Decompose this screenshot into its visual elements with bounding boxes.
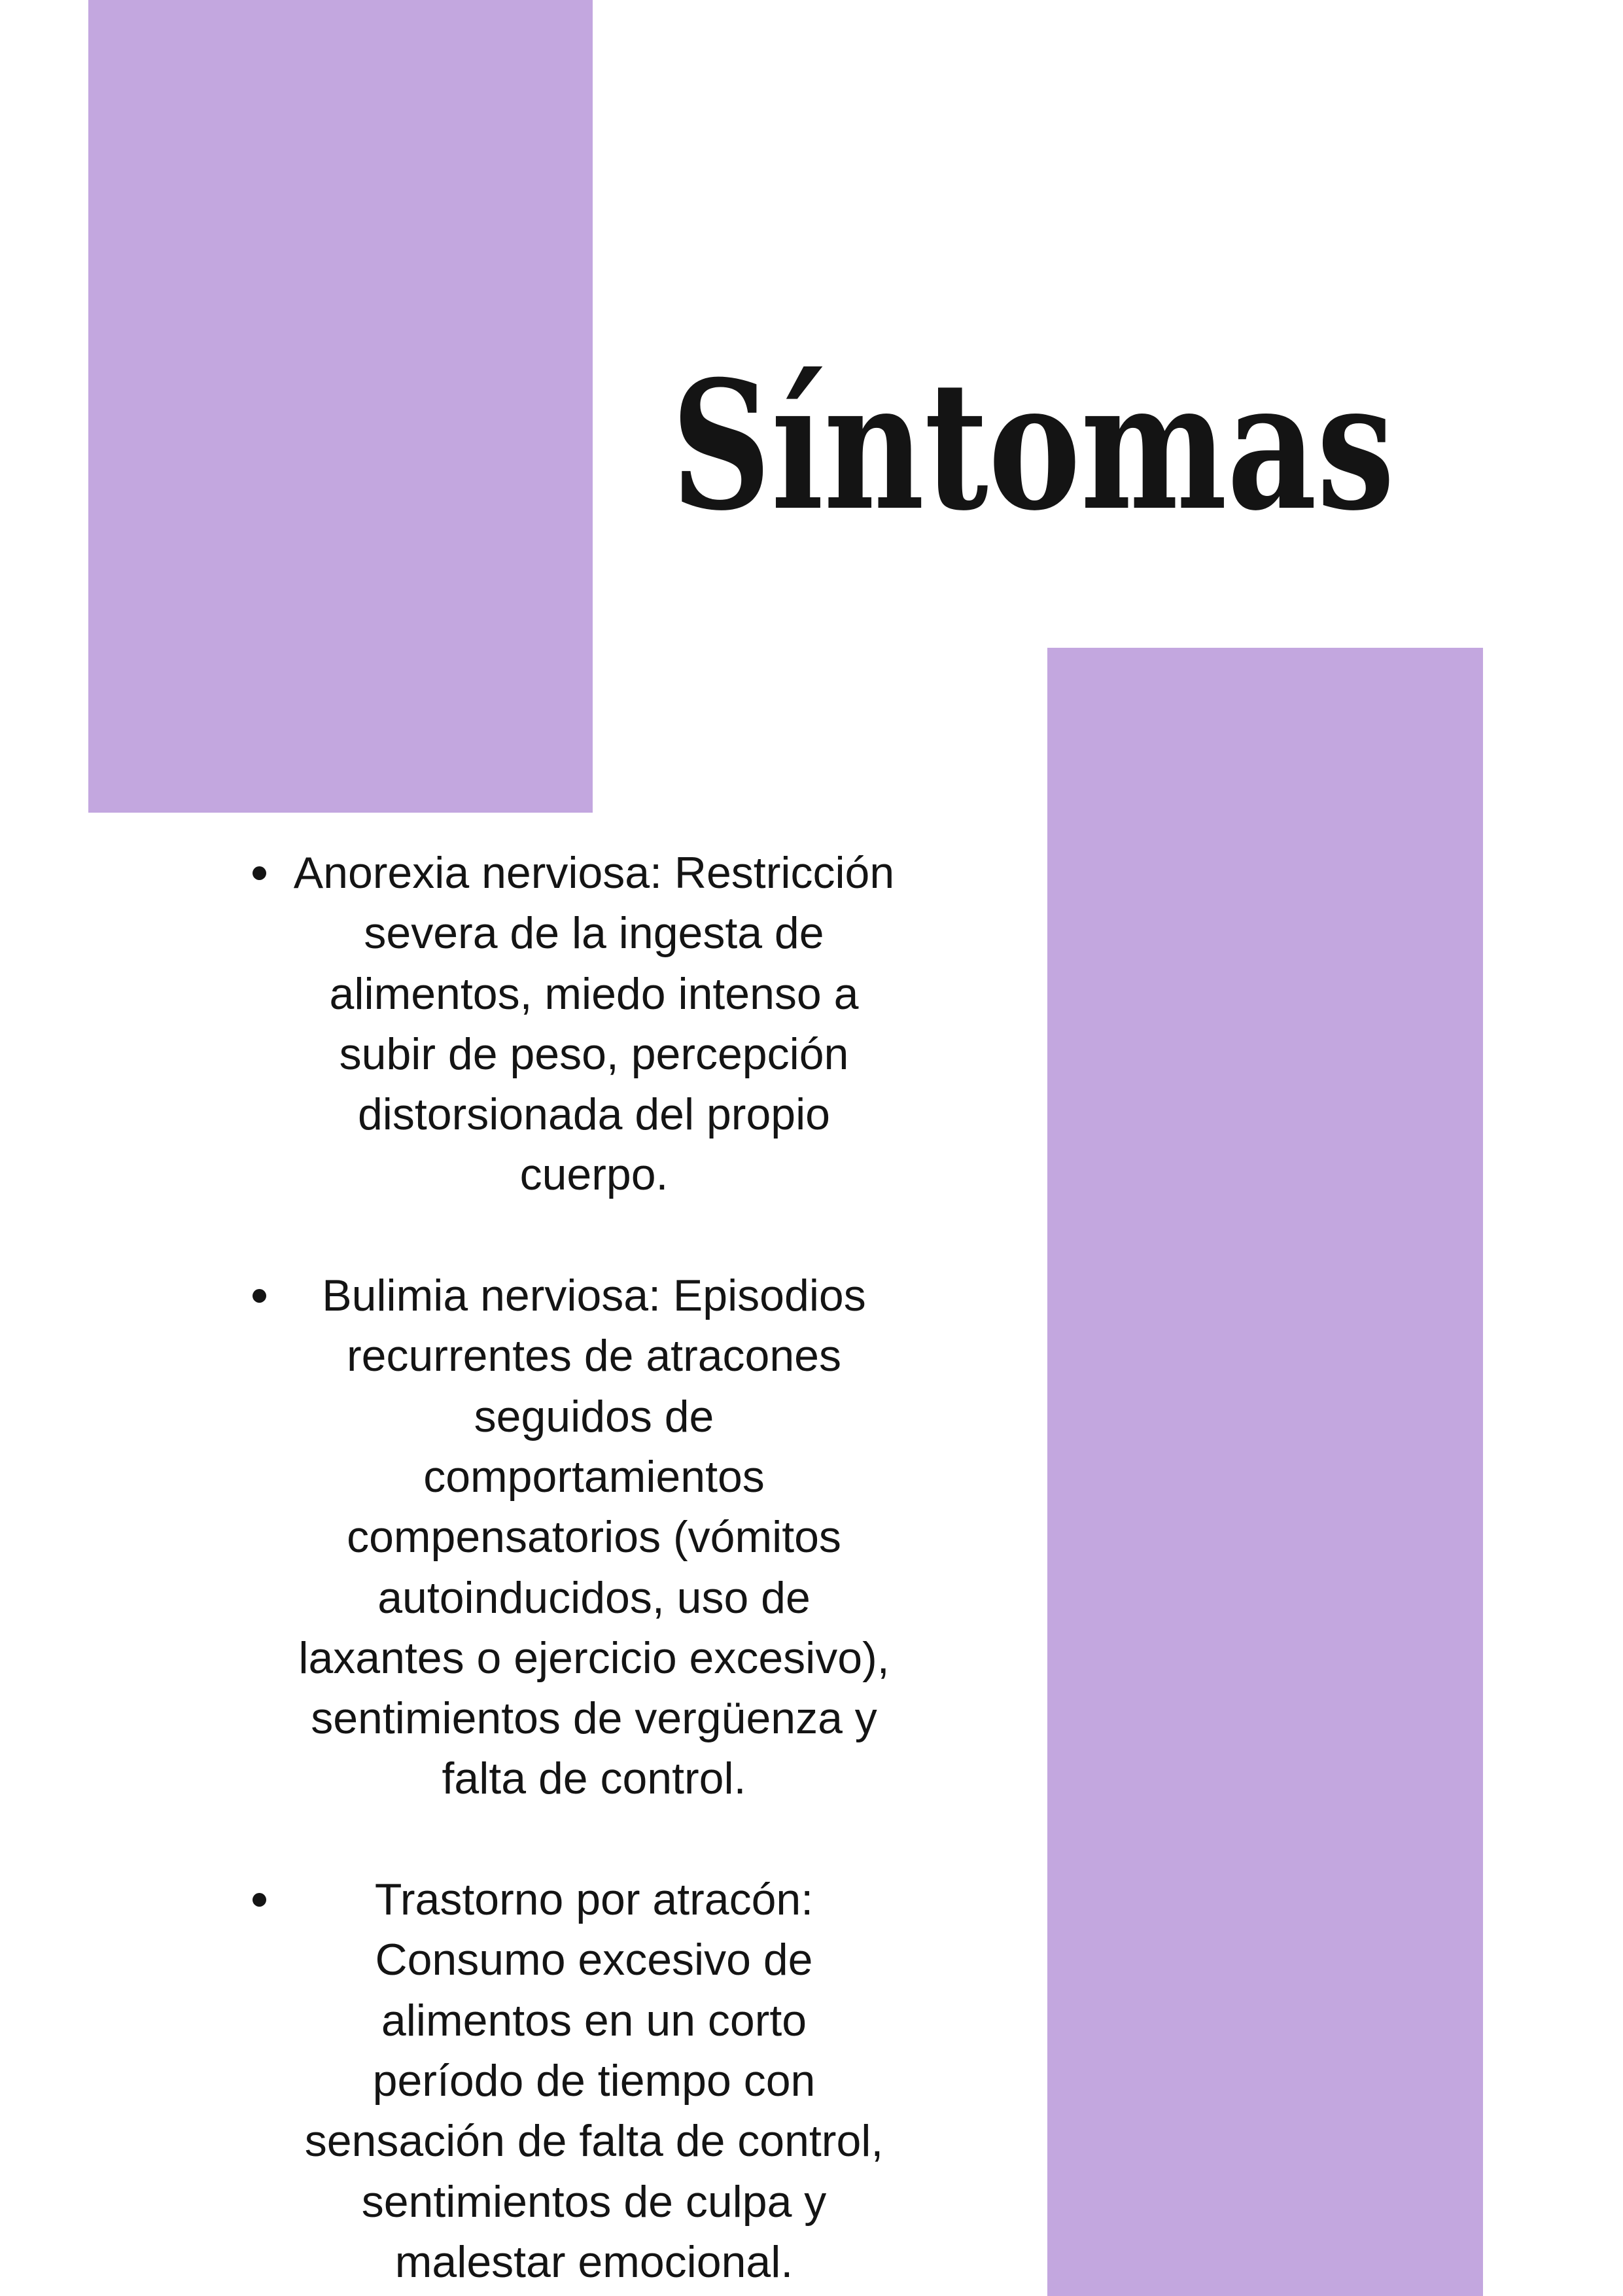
symptom-line: distorsionada del propio: [357, 1089, 831, 1140]
bullet-icon: [253, 1289, 266, 1303]
symptom-line: malestar emocional.: [394, 2236, 794, 2287]
symptom-item-bulimia: [267, 1265, 921, 1809]
symptom-line: subir de peso, percepción: [339, 1029, 849, 1079]
symptom-item-binge-eating: [267, 1869, 921, 2292]
symptom-line: Consumo excesivo de: [375, 1935, 813, 1985]
symptom-line: recurrentes de atracones: [347, 1331, 841, 1381]
symptom-line: laxantes o ejercicio excesivo),: [298, 1633, 890, 1683]
symptom-line: alimentos en un corto: [381, 1995, 807, 2045]
symptom-line: sensación de falta de control,: [304, 2116, 884, 2166]
symptom-line: sentimientos de culpa y: [361, 2176, 827, 2227]
symptom-line: severa de la ingesta de: [364, 908, 824, 959]
symptom-line: falta de control.: [442, 1754, 746, 1804]
symptom-item-anorexia: [267, 843, 921, 1205]
symptom-line: cuerpo.: [519, 1150, 669, 1200]
symptom-line: autoinducidos, uso de: [377, 1572, 811, 1623]
symptom-line: Anorexia nerviosa: Restricción: [293, 848, 895, 898]
symptom-line: Trastorno por atracón:: [374, 1875, 814, 1925]
decorative-block-right: [1047, 648, 1483, 2296]
symptom-line: comportamientos: [423, 1451, 765, 1502]
symptom-line: alimentos, miedo intenso a: [329, 968, 859, 1019]
symptom-line: seguidos de: [474, 1391, 714, 1441]
page-title-text: Síntomas: [671, 342, 1395, 550]
symptom-line: período de tiempo con: [372, 2055, 816, 2106]
bullet-icon: [253, 1893, 266, 1907]
bullet-icon: [253, 866, 266, 880]
symptom-line: Bulimia nerviosa: Episodios: [322, 1271, 866, 1321]
symptom-line: sentimientos de vergüenza y: [311, 1693, 877, 1744]
page-title: [654, 314, 1439, 550]
decorative-block-top-left: [88, 0, 593, 813]
symptom-list: [267, 843, 921, 2292]
symptom-line: compensatorios (vómitos: [347, 1512, 841, 1563]
